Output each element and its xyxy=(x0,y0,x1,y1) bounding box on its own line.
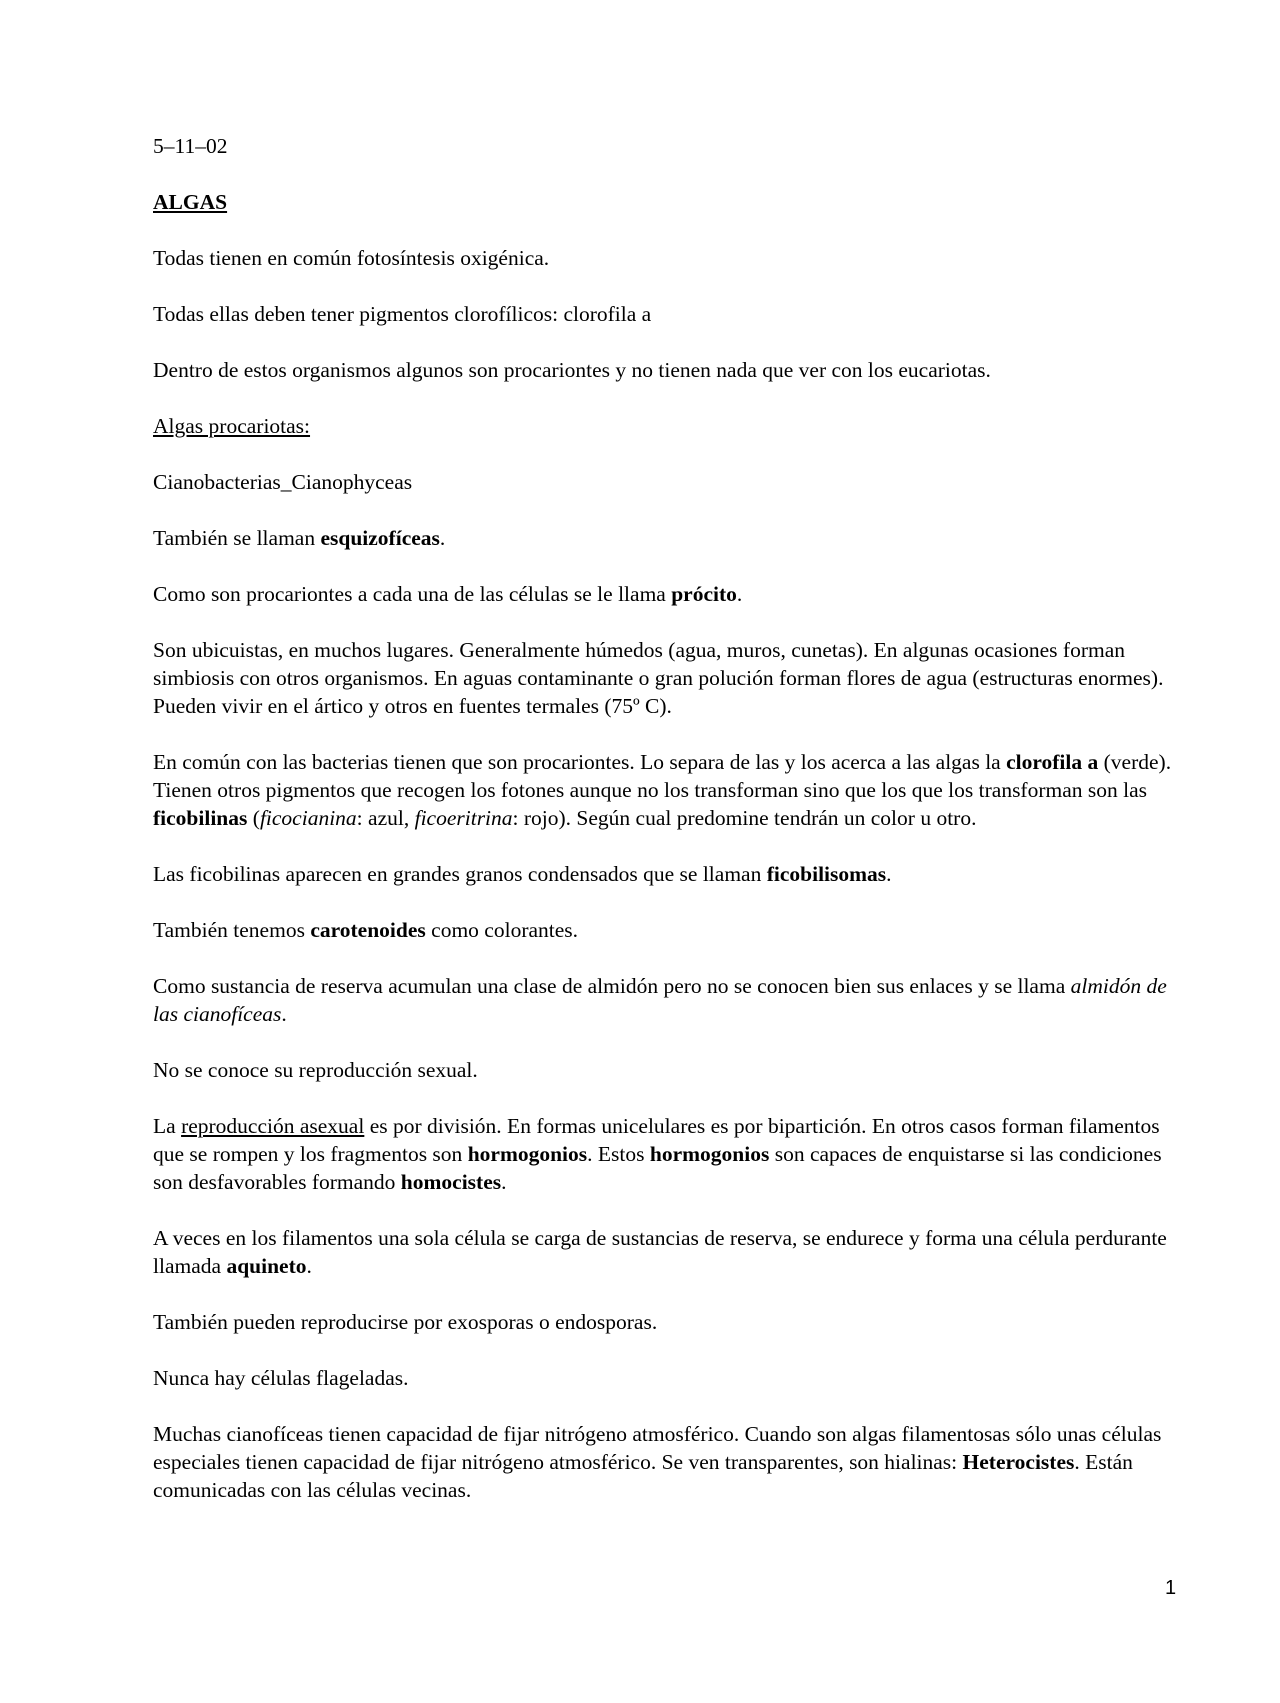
text-run: Como son procariontes a cada una de las células se le llama xyxy=(153,582,672,606)
text-run: También se llaman xyxy=(153,526,321,550)
paragraph xyxy=(153,300,1183,328)
text-run: ( xyxy=(247,806,260,830)
text-run: ficobilisomas xyxy=(766,862,887,886)
page-number: 1 xyxy=(1165,1577,1177,1599)
paragraph xyxy=(153,1224,1183,1280)
paragraph xyxy=(153,1056,1183,1084)
paragraph xyxy=(153,860,1183,888)
text-run: . xyxy=(439,526,446,550)
paragraph xyxy=(153,1364,1183,1392)
text-run: A veces en los filamentos una sola célula se carga de sustancias de reserva, se endurece y forma una célula perdurante llamada xyxy=(153,1226,1167,1278)
text-run: : azul, xyxy=(356,806,415,830)
paragraph xyxy=(153,1308,1183,1336)
text-run: . Estos xyxy=(587,1142,650,1166)
paragraph xyxy=(153,580,1183,608)
text-run: Como sustancia de reserva acumulan una clase de almidón pero no se conocen bien sus enlaces y se llama xyxy=(153,974,1071,998)
text-run: como colorantes. xyxy=(425,918,579,942)
text-run: (verde). Tienen otros pigmentos que recogen los fotones aunque no los transforman sino que los que los transforman son las xyxy=(153,750,1172,802)
text-run: Todas tienen en común fotosíntesis oxigénica. xyxy=(153,246,550,270)
paragraph xyxy=(153,636,1183,720)
paragraph xyxy=(153,356,1183,384)
text-run: . Están comunicadas con las células vecinas. xyxy=(153,1450,1133,1502)
paragraph xyxy=(153,1420,1183,1504)
text-run: Nunca hay células flageladas. xyxy=(153,1366,409,1390)
text-run: ALGAS xyxy=(153,190,228,214)
text-run: No se conoce su reproducción sexual. xyxy=(153,1058,478,1082)
text-run: reproducción asexual xyxy=(181,1114,365,1138)
text-run: Heterocistes xyxy=(962,1450,1075,1474)
paragraph xyxy=(153,972,1183,1028)
text-run: esquizofíceas xyxy=(320,526,440,550)
paragraph xyxy=(153,244,1183,272)
document-body xyxy=(153,132,1183,1532)
text-run: . xyxy=(306,1254,312,1278)
text-run: clorofila a xyxy=(1006,750,1099,774)
text-run: ficobilinas xyxy=(153,806,248,830)
text-run: . xyxy=(281,1002,287,1026)
text-run: La xyxy=(153,1114,182,1138)
text-run: . xyxy=(501,1170,507,1194)
paragraph xyxy=(153,468,1183,496)
text-run: Son ubicuistas, en muchos lugares. Generalmente húmedos (agua, muros, cunetas). En algunas ocasiones forman simbiosis con otros organismos. En aguas contaminante o gran polución forman flores de agua (estructuras enormes). Pueden vivir en el ártico y otros en fuentes termales (75º C). xyxy=(153,638,1164,718)
text-run: . xyxy=(736,582,743,606)
text-run: ficocianina xyxy=(259,806,357,830)
text-run: También pueden reproducirse por exosporas o endosporas. xyxy=(153,1310,658,1334)
text-run: . xyxy=(886,862,892,886)
text-run: 5–11–02 xyxy=(153,134,228,158)
paragraph xyxy=(153,748,1183,832)
text-run: hormogonios xyxy=(649,1142,770,1166)
paragraph xyxy=(153,412,1183,440)
text-run: son capaces de enquistarse si las condiciones son desfavorables formando xyxy=(153,1142,1162,1194)
text-run: almidón de las cianofíceas xyxy=(153,974,1167,1026)
text-run: prócito xyxy=(671,582,737,606)
paragraph xyxy=(153,1112,1183,1196)
text-run: Las ficobilinas aparecen en grandes granos condensados que se llaman xyxy=(153,862,767,886)
paragraph xyxy=(153,132,1183,160)
text-run: Todas ellas deben tener pigmentos clorofílicos: clorofila a xyxy=(153,302,652,326)
text-run: es por división. En formas unicelulares es por bipartición. En otros casos forman filamentos que se rompen y los fragmentos son xyxy=(153,1114,1160,1166)
text-run: ficoeritrina xyxy=(414,806,513,830)
text-run: : rojo). Según cual predomine tendrán un color u otro. xyxy=(512,806,977,830)
text-run: aquineto xyxy=(226,1254,307,1278)
paragraph xyxy=(153,916,1183,944)
paragraph xyxy=(153,188,1183,216)
paragraph xyxy=(153,524,1183,552)
text-run: También tenemos xyxy=(153,918,311,942)
text-run: homocistes xyxy=(400,1170,502,1194)
text-run: Muchas cianofíceas tienen capacidad de fijar nitrógeno atmosférico. Cuando son algas filamentosas sólo unas células especiales tienen capacidad de fijar nitrógeno atmosférico. Se ven transparentes, son hialinas: xyxy=(153,1422,1162,1474)
text-run: Dentro de estos organismos algunos son procariontes y no tienen nada que ver con los eucariotas. xyxy=(153,358,991,382)
text-run: carotenoides xyxy=(310,918,426,942)
text-run: En común con las bacterias tienen que son procariontes. Lo separa de las y los acerca a las algas la xyxy=(153,750,1007,774)
text-run: hormogonios xyxy=(467,1142,588,1166)
text-run: Algas procariotas: xyxy=(153,414,311,438)
text-run: Cianobacterias_Cianophyceas xyxy=(153,470,413,494)
